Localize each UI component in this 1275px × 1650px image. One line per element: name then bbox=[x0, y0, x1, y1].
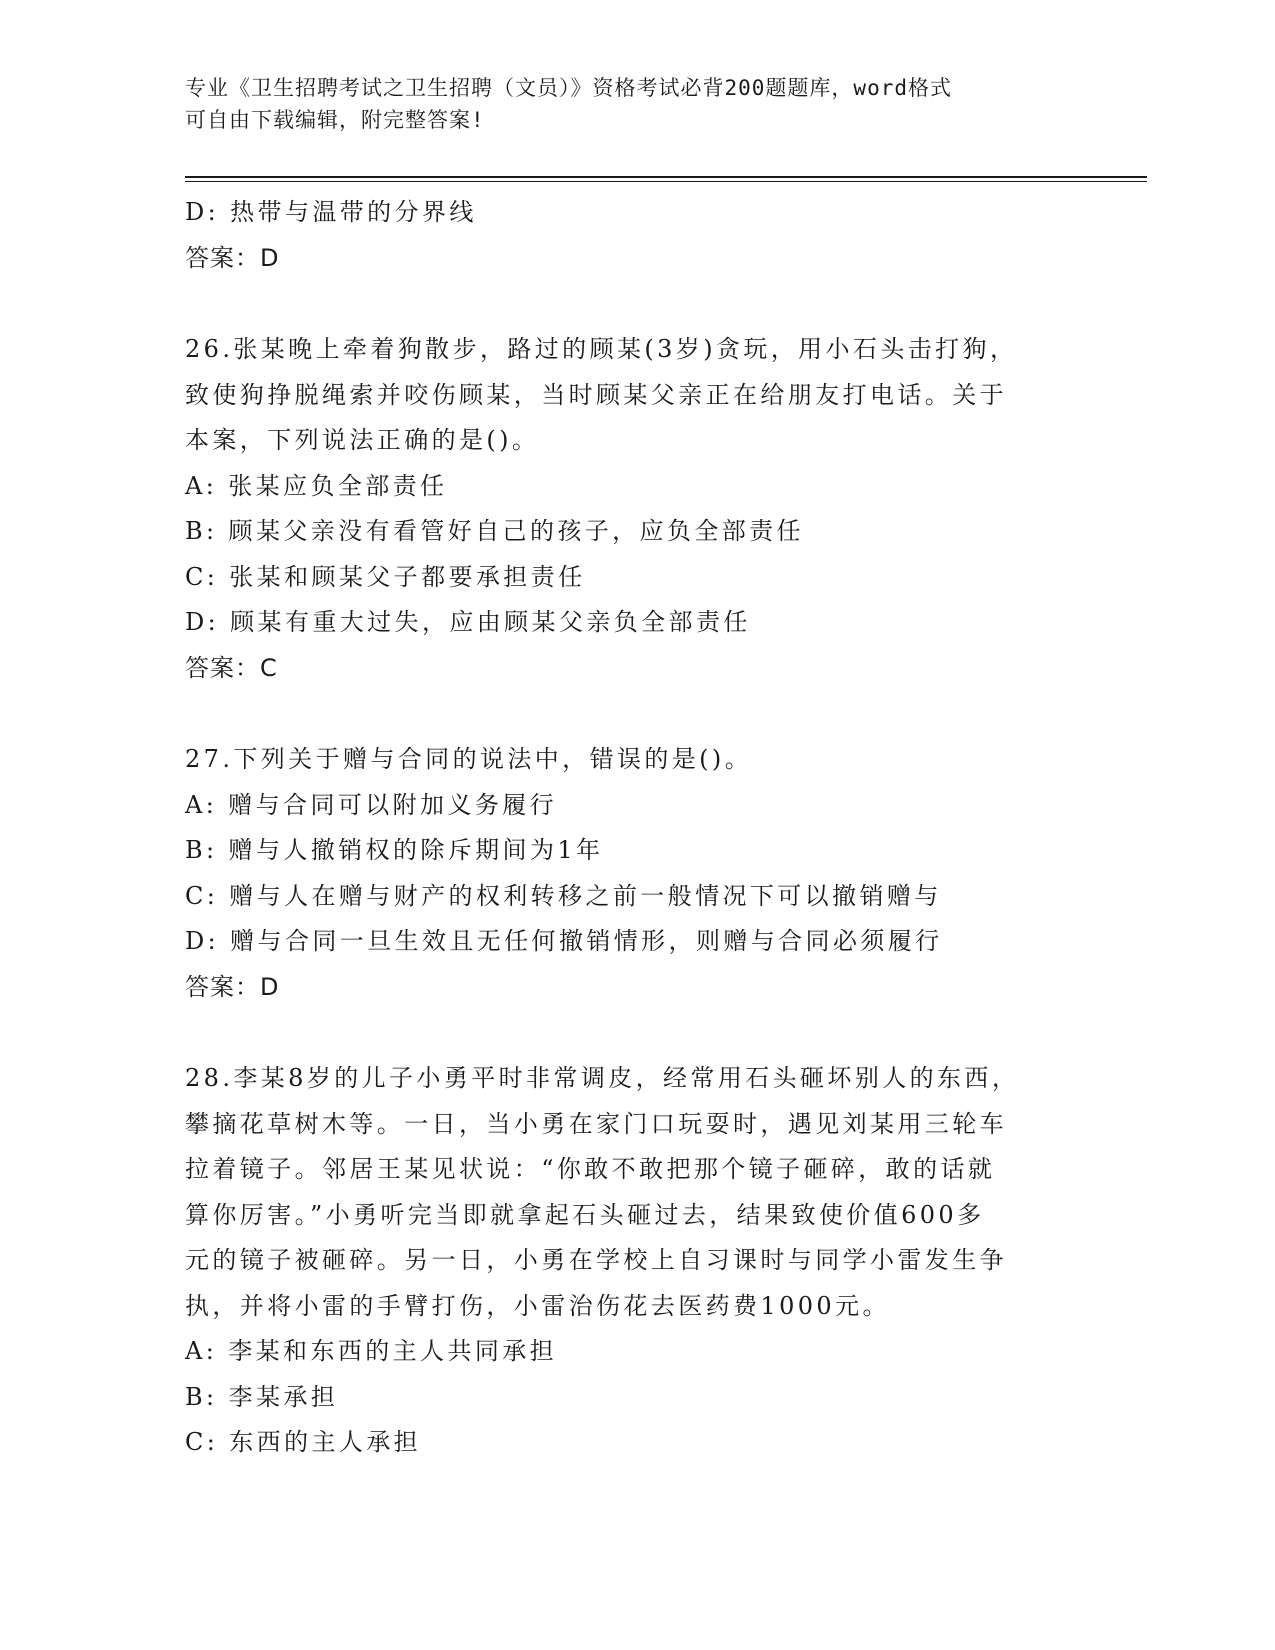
question-stem-line: 27.下列关于赠与合同的说法中，错误的是()。 bbox=[185, 745, 753, 773]
option-d: D: 热带与温带的分界线 bbox=[185, 198, 477, 226]
header-rule-thick bbox=[185, 176, 1147, 178]
question-28 bbox=[185, 1056, 1085, 1466]
option-d: D: 顾某有重大过失，应由顾某父亲负全部责任 bbox=[185, 608, 751, 636]
question-stem-line: 26.张某晚上牵着狗散步，路过的顾某(3岁)贪玩，用小石头击打狗， bbox=[185, 335, 1018, 363]
question-25-tail bbox=[185, 190, 1085, 281]
question-stem-line: 攀摘花草树木等。一日，当小勇在家门口玩耍时，遇见刘某用三轮车 bbox=[185, 1109, 1007, 1138]
option-c: C: 张某和顾某父子都要承担责任 bbox=[185, 562, 586, 591]
option-c: C: 东西的主人承担 bbox=[185, 1428, 422, 1456]
question-stem-line: 本案，下列说法正确的是()。 bbox=[185, 426, 540, 454]
answer: 答案：D bbox=[185, 972, 280, 1001]
question-stem-line: 算你厉害。”小勇听完当即就拿起石头砸过去，结果致使价值600多 bbox=[185, 1200, 985, 1229]
option-b: B: 李某承担 bbox=[185, 1382, 339, 1411]
header-line-2: 可自由下载编辑，附完整答案! bbox=[185, 108, 485, 132]
question-26 bbox=[185, 327, 1085, 691]
answer: 答案：C bbox=[185, 653, 278, 682]
question-stem-line: 拉着镜子。邻居王某见状说：“你敢不敢把那个镜子砸碎，敢的话就 bbox=[185, 1155, 996, 1183]
header-line-1: 专业《卫生招聘考试之卫生招聘（文员）》资格考试必背200题题库，word格式 bbox=[185, 76, 952, 100]
option-d: D: 赠与合同一旦生效且无任何撤销情形，则赠与合同必须履行 bbox=[185, 927, 943, 955]
header-rule-thin bbox=[185, 181, 1147, 182]
question-27 bbox=[185, 737, 1085, 1010]
question-stem-line: 执，并将小雷的手臂打伤，小雷治伤花去医药费1000元。 bbox=[185, 1291, 890, 1320]
document-body bbox=[185, 190, 1085, 1466]
option-a: A: 赠与合同可以附加义务履行 bbox=[185, 790, 558, 819]
question-stem-line: 28.李某8岁的儿子小勇平时非常调皮，经常用石头砸坏别人的东西， bbox=[185, 1064, 1020, 1092]
question-stem-line: 元的镜子被砸碎。另一日，小勇在学校上自习课时与同学小雷发生争 bbox=[185, 1246, 1007, 1274]
option-b: B: 赠与人撤销权的除斥期间为1年 bbox=[185, 836, 604, 864]
option-b: B: 顾某父亲没有看管好自己的孩子，应负全部责任 bbox=[185, 517, 804, 545]
document-header bbox=[185, 72, 1065, 136]
option-a: A: 李某和东西的主人共同承担 bbox=[185, 1337, 558, 1365]
answer: 答案：D bbox=[185, 243, 280, 272]
option-c: C: 赠与人在赠与财产的权利转移之前一般情况下可以撤销赠与 bbox=[185, 881, 942, 910]
question-stem-line: 致使狗挣脱绳索并咬伤顾某，当时顾某父亲正在给朋友打电话。关于 bbox=[185, 380, 1007, 409]
option-a: A: 张某应负全部责任 bbox=[185, 471, 448, 500]
